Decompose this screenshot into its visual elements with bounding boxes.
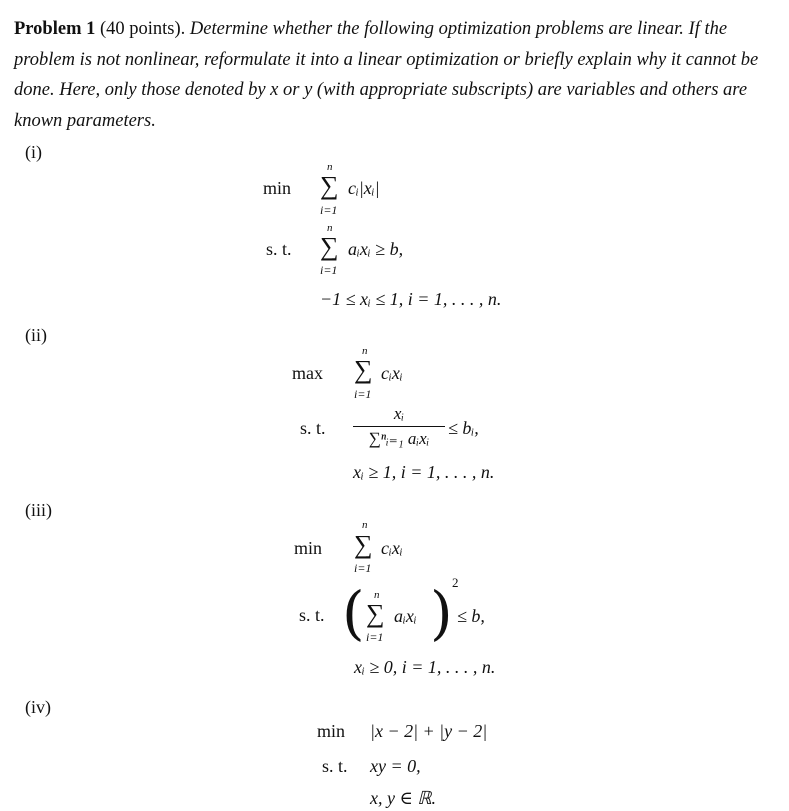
part-iii-inner: aᵢxᵢ	[394, 606, 417, 626]
part-i-label: (i)	[25, 142, 42, 162]
part-iv-min: min	[317, 721, 346, 741]
part-i-min: min	[263, 178, 292, 198]
part-iii-constraint2: xᵢ ≥ 0, i = 1, . . . , n.	[354, 657, 496, 677]
part-iv-objective: |x − 2| + |y − 2|	[370, 721, 488, 741]
part-iii-sum2-icon: ∑	[366, 599, 385, 628]
problem-statement	[14, 14, 779, 136]
part-iii-rhs: ≤ b,	[457, 606, 485, 626]
part-ii-sum-icon: ∑	[354, 355, 373, 384]
problem-question: Determine whether the following optimization problems are linear. If the problem is not nonlinear, reformulate it into a linear optimization or briefly explain why it cannot be done. Here, only those denoted by x or y (with appropriate subscripts) are variables and others are known parameters.	[14, 19, 759, 131]
part-ii-frac-rhs: ≤ bᵢ,	[448, 418, 479, 438]
part-i-sum2-lower: i=1	[320, 263, 338, 277]
part-iii-min: min	[294, 538, 323, 558]
part-iv-constraint1: xy = 0,	[370, 756, 421, 776]
part-iv-label: (iv)	[25, 697, 51, 717]
part-ii-frac-num: xᵢ	[393, 404, 405, 423]
part-iii-power: 2	[452, 575, 459, 590]
part-iii-sum2-lower: i=1	[366, 630, 384, 644]
part-ii-constraint2: xᵢ ≥ 1, i = 1, . . . , n.	[353, 462, 495, 482]
part-iii-label: (iii)	[25, 500, 52, 520]
part-i-sum-lower: i=1	[320, 203, 338, 217]
part-iii-left-paren: (	[342, 579, 365, 647]
part-iii-right-paren: )	[430, 579, 453, 647]
problem-title: Problem 1	[14, 19, 96, 39]
part-iii-sum2-upper: n	[374, 589, 380, 601]
part-ii-sum-upper: n	[362, 345, 368, 357]
part-iv-st: s. t.	[322, 756, 348, 776]
part-ii-frac-bar	[353, 426, 445, 427]
part-ii-st: s. t.	[300, 418, 326, 438]
part-ii-sum-lower: i=1	[354, 387, 372, 401]
part-ii-label: (ii)	[25, 325, 47, 345]
part-iii-sum-icon: ∑	[354, 530, 373, 559]
part-i-objective: cᵢ|xᵢ|	[348, 178, 380, 198]
part-i-constraint2: −1 ≤ xᵢ ≤ 1, i = 1, . . . , n.	[320, 289, 502, 309]
part-iii-sum-upper: n	[362, 519, 368, 531]
part-ii-objective: cᵢxᵢ	[381, 363, 403, 383]
part-ii-frac-den: ∑ⁿᵢ₌₁ aᵢxᵢ	[368, 429, 430, 448]
part-i-sum2-icon: ∑	[320, 232, 339, 261]
part-iii-sum-lower: i=1	[354, 561, 372, 575]
part-i-st: s. t.	[266, 239, 292, 259]
part-i-sum-icon: ∑	[320, 171, 339, 200]
part-iii-objective: cᵢxᵢ	[381, 538, 403, 558]
part-i-sum2-upper: n	[327, 222, 333, 234]
part-iv-constraint2: x, y ∈ ℝ.	[370, 788, 437, 808]
part-ii-max: max	[292, 363, 323, 383]
problem-points: (40 points).	[99, 19, 186, 39]
part-iii-st: s. t.	[299, 605, 325, 625]
part-i-constraint1: aᵢxᵢ ≥ b,	[348, 239, 404, 259]
part-ii-fraction	[353, 404, 445, 449]
part-i-sum-upper: n	[327, 161, 333, 173]
